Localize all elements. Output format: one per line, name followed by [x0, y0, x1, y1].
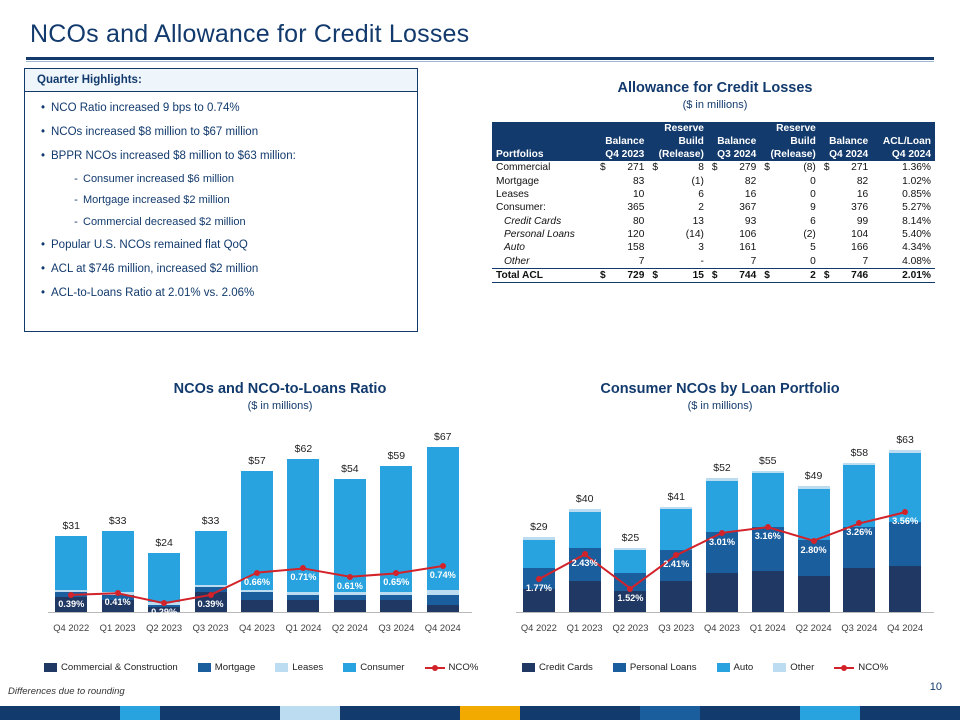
legend-item — [198, 662, 256, 673]
acl-currency-symbol — [820, 215, 833, 228]
page-title: NCOs and Allowance for Credit Losses — [30, 20, 470, 48]
acl-currency-symbol — [596, 255, 609, 269]
bar-total-label: $31 — [62, 519, 80, 532]
acl-currency-symbol: $ — [596, 161, 609, 174]
acl-currency-symbol — [820, 201, 833, 214]
acl-cell: 9 — [773, 201, 820, 214]
acl-currency-symbol — [596, 228, 609, 241]
legend-label: Auto — [733, 662, 754, 673]
legend-line-marker — [425, 667, 445, 669]
bullet-icon: • — [40, 102, 46, 114]
quarter-highlights-box — [24, 68, 418, 332]
acl-currency-symbol — [872, 215, 885, 228]
x-axis-tick-label: Q2 2024 — [795, 622, 832, 633]
acl-cell: 93 — [721, 215, 760, 228]
acl-cell: 158 — [609, 241, 648, 254]
bar-total-label: $54 — [341, 462, 359, 475]
acl-cell: 0 — [773, 188, 820, 201]
line-value-label: 0.74% — [429, 569, 456, 580]
highlight-item — [35, 286, 407, 300]
acl-currency-symbol — [648, 215, 661, 228]
acl-cell: 106 — [721, 228, 760, 241]
acl-total-row — [492, 269, 935, 283]
chart2-legend — [522, 662, 902, 673]
legend-item — [44, 662, 178, 673]
acl-currency-symbol — [760, 255, 773, 269]
acl-row-label: Leases — [492, 188, 596, 201]
legend-item — [522, 662, 593, 673]
acl-row-label: Auto — [492, 241, 596, 254]
x-axis-tick-label: Q2 2023 — [612, 622, 649, 633]
highlight-item — [35, 238, 407, 252]
bar-total-label: $52 — [713, 462, 731, 475]
acl-cell: 279 — [721, 161, 760, 174]
acl-currency-symbol — [708, 201, 721, 214]
line-value-label: 0.61% — [336, 580, 363, 591]
acl-currency-symbol — [820, 188, 833, 201]
acl-header-cell: Q3 2024 — [708, 148, 760, 161]
table-row — [492, 188, 935, 201]
highlight-sub-item — [69, 173, 407, 187]
line-value-label: 3.16% — [754, 531, 781, 542]
nco-percent-line — [30, 415, 480, 630]
acl-cell: 99 — [833, 215, 872, 228]
legend-label: NCO% — [858, 662, 889, 673]
bar-total-label: $58 — [850, 446, 869, 459]
acl-currency-symbol — [596, 241, 609, 254]
highlight-text: ACL-to-Loans Ratio at 2.01% vs. 2.06% — [51, 286, 255, 299]
acl-cell: 0 — [773, 255, 820, 269]
dash-icon: - — [74, 216, 78, 229]
acl-currency-symbol: $ — [760, 269, 773, 283]
line-value-label: 0.71% — [290, 572, 317, 583]
line-marker — [765, 524, 771, 530]
acl-currency-symbol: $ — [760, 161, 773, 174]
acl-header-cell — [596, 122, 648, 135]
acl-currency-symbol — [760, 174, 773, 187]
line-value-label: 0.39% — [58, 598, 85, 609]
line-value-label: 0.41% — [104, 597, 131, 608]
acl-header-cell: Balance — [708, 135, 760, 148]
acl-currency-symbol — [596, 188, 609, 201]
line-value-label: 0.66% — [243, 576, 271, 587]
highlight-item — [35, 149, 407, 163]
legend-item-line — [834, 662, 888, 673]
highlight-text: NCOs increased $8 million to $67 million — [51, 125, 259, 138]
acl-cell: 2 — [773, 269, 820, 283]
acl-cell: 1.02% — [885, 174, 935, 187]
acl-header-cell — [492, 122, 596, 135]
acl-header-cell — [872, 122, 935, 135]
table-row — [492, 201, 935, 214]
chart1-subtitle: ($ in millions) — [247, 400, 313, 412]
x-axis-tick-label: Q2 2024 — [331, 622, 368, 633]
acl-currency-symbol — [708, 215, 721, 228]
highlight-text: BPPR NCOs increased $8 million to $63 million: — [51, 149, 296, 162]
bar-total-label: $57 — [248, 455, 266, 468]
highlight-text: Mortgage increased $2 million — [83, 194, 230, 207]
acl-cell: 0.85% — [885, 188, 935, 201]
acl-currency-symbol — [760, 241, 773, 254]
consumer-ncos-bar-chart — [500, 415, 940, 633]
x-axis-tick-label: Q3 2023 — [192, 622, 229, 633]
x-axis-tick-label: Q4 2024 — [887, 622, 924, 633]
legend-label: Mortgage — [214, 662, 256, 673]
acl-cell: 6 — [773, 215, 820, 228]
bullet-icon: • — [40, 262, 46, 275]
bottom-color-bar — [0, 706, 960, 720]
acl-currency-symbol: $ — [596, 269, 609, 283]
acl-currency-symbol — [872, 161, 885, 174]
table-row — [492, 215, 935, 228]
acl-cell: 365 — [609, 201, 648, 214]
acl-header-cell — [820, 122, 872, 135]
highlight-text: Popular U.S. NCOs remained flat QoQ — [51, 238, 248, 251]
acl-currency-symbol — [820, 241, 833, 254]
line-marker — [536, 576, 542, 582]
acl-currency-symbol: $ — [820, 269, 833, 283]
acl-cell: 271 — [833, 161, 872, 174]
line-marker — [254, 570, 260, 576]
acl-currency-symbol — [708, 228, 721, 241]
bar-total-label: $67 — [434, 430, 452, 443]
title-divider-thin — [26, 61, 934, 62]
line-value-label: 0.29% — [151, 607, 178, 618]
legend-item — [343, 662, 404, 673]
legend-swatch — [198, 663, 211, 672]
acl-currency-symbol — [872, 241, 885, 254]
acl-currency-symbol — [872, 174, 885, 187]
chart2-title: Consumer NCOs by Loan Portfolio — [600, 381, 840, 397]
line-value-label: 1.52% — [617, 592, 644, 603]
line-value-label: 3.26% — [846, 527, 873, 538]
acl-cell: 5.27% — [885, 201, 935, 214]
acl-currency-symbol — [648, 228, 661, 241]
table-row — [492, 228, 935, 241]
acl-header-cell: Q4 2024 — [872, 148, 935, 161]
acl-cell: 3 — [661, 241, 708, 254]
highlight-item — [35, 262, 407, 276]
acl-cell: 746 — [833, 269, 872, 283]
acl-header-cell: Reserve — [648, 122, 708, 135]
bar-total-label: $33 — [108, 514, 127, 527]
acl-cell: 161 — [721, 241, 760, 254]
acl-currency-symbol — [820, 174, 833, 187]
acl-table-title: Allowance for Credit Losses — [617, 80, 813, 96]
acl-cell: 16 — [833, 188, 872, 201]
acl-cell: (8) — [773, 161, 820, 174]
acl-cell: 166 — [833, 241, 872, 254]
acl-currency-symbol — [648, 241, 661, 254]
bar-total-label: $62 — [294, 443, 313, 456]
line-marker — [440, 563, 446, 569]
line-value-label: 0.39% — [197, 598, 224, 609]
x-axis-tick-label: Q4 2022 — [53, 622, 90, 633]
acl-currency-symbol — [708, 188, 721, 201]
acl-currency-symbol — [760, 188, 773, 201]
legend-item — [613, 662, 697, 673]
bar-total-label: $41 — [667, 490, 685, 503]
acl-cell: 729 — [609, 269, 648, 283]
x-axis-tick-label: Q1 2023 — [99, 622, 136, 633]
acl-cell: 82 — [833, 174, 872, 187]
acl-row-label: Mortgage — [492, 174, 596, 187]
acl-cell: - — [661, 255, 708, 269]
acl-cell: 4.34% — [885, 241, 935, 254]
acl-table — [492, 122, 935, 283]
acl-currency-symbol — [872, 228, 885, 241]
acl-cell: 367 — [721, 201, 760, 214]
acl-cell: 0 — [773, 174, 820, 187]
acl-currency-symbol — [760, 228, 773, 241]
line-value-label: 3.01% — [708, 536, 736, 547]
legend-line-marker — [834, 667, 854, 669]
table-row — [492, 241, 935, 254]
x-axis-tick-label: Q3 2023 — [658, 622, 695, 633]
acl-header-cell: Build — [648, 135, 708, 148]
acl-header-cell — [492, 135, 596, 148]
table-row — [492, 174, 935, 187]
x-axis-tick-label: Q4 2023 — [704, 622, 740, 633]
acl-currency-symbol — [708, 174, 721, 187]
highlight-text: NCO Ratio increased 9 bps to 0.74% — [51, 102, 240, 114]
highlight-sub-item — [69, 194, 407, 208]
acl-currency-symbol — [820, 255, 833, 269]
acl-cell: 8.14% — [885, 215, 935, 228]
acl-cell: 83 — [609, 174, 648, 187]
nco-percent-line — [500, 415, 940, 630]
line-marker — [627, 586, 633, 592]
footnote: Differences due to rounding — [8, 686, 125, 697]
dash-icon: - — [74, 172, 78, 185]
acl-cell: 1.36% — [885, 161, 935, 174]
legend-label: Consumer — [360, 662, 405, 673]
acl-currency-symbol — [648, 255, 661, 269]
acl-cell: 2.01% — [885, 269, 935, 283]
bar-total-label: $49 — [804, 470, 823, 482]
acl-table-head — [492, 122, 935, 161]
quarter-highlights-header: Quarter Highlights: — [25, 69, 417, 92]
acl-cell: (1) — [661, 174, 708, 187]
title-divider — [26, 57, 934, 60]
line-marker — [208, 592, 214, 598]
acl-header-cell — [708, 122, 760, 135]
acl-cell: 2 — [661, 201, 708, 214]
bar-total-label: $25 — [621, 531, 640, 544]
acl-row-label: Commercial — [492, 161, 596, 174]
x-axis-tick-label: Q3 2024 — [378, 622, 415, 633]
acl-cell: (14) — [661, 228, 708, 241]
bullet-icon: • — [40, 149, 46, 162]
acl-header-cell: Balance — [820, 135, 872, 148]
acl-currency-symbol — [872, 188, 885, 201]
table-row — [492, 255, 935, 269]
highlight-item — [35, 125, 407, 139]
acl-currency-symbol — [708, 255, 721, 269]
acl-currency-symbol — [648, 188, 661, 201]
acl-cell: 5.40% — [885, 228, 935, 241]
acl-cell: 7 — [609, 255, 648, 269]
legend-label: Other — [790, 662, 815, 673]
bar-total-label: $59 — [387, 450, 406, 463]
line-value-label: 2.41% — [663, 559, 690, 570]
acl-row-label: Consumer: — [492, 201, 596, 214]
line-value-label: 2.80% — [800, 544, 827, 555]
acl-cell: 80 — [609, 215, 648, 228]
legend-swatch — [44, 663, 57, 672]
acl-currency-symbol: $ — [648, 269, 661, 283]
acl-cell: 13 — [661, 215, 708, 228]
chart1-title: NCOs and NCO-to-Loans Ratio — [173, 381, 387, 397]
x-axis-tick-label: Q4 2022 — [520, 622, 557, 633]
acl-header-cell: Q4 2024 — [820, 148, 872, 161]
x-axis-tick-label: Q1 2023 — [566, 622, 603, 633]
legend-swatch — [343, 663, 356, 672]
legend-swatch — [613, 663, 626, 672]
acl-cell: 4.08% — [885, 255, 935, 269]
x-axis-tick-label: Q1 2024 — [285, 622, 322, 633]
acl-currency-symbol — [596, 215, 609, 228]
x-axis-tick-label: Q1 2024 — [749, 622, 786, 633]
line-value-label: 0.65% — [383, 577, 410, 588]
acl-currency-symbol — [872, 255, 885, 269]
acl-header-cell: ACL/Loan — [872, 135, 935, 148]
acl-cell: 7 — [833, 255, 872, 269]
acl-header-cell: (Release) — [760, 148, 820, 161]
acl-currency-symbol: $ — [820, 161, 833, 174]
acl-currency-symbol — [872, 269, 885, 283]
bar-total-label: $55 — [759, 454, 777, 467]
acl-table-wrapper — [492, 122, 935, 283]
acl-header-cell: (Release) — [648, 148, 708, 161]
highlight-item — [35, 101, 407, 115]
bar-total-label: $29 — [530, 521, 548, 534]
acl-header-row — [492, 148, 935, 161]
legend-label: Commercial & Construction — [61, 662, 178, 673]
acl-cell: 120 — [609, 228, 648, 241]
acl-row-label: Personal Loans — [492, 228, 596, 241]
line-marker — [347, 574, 353, 580]
acl-cell: 16 — [721, 188, 760, 201]
page-number: 10 — [929, 681, 942, 693]
acl-currency-symbol — [872, 201, 885, 214]
highlight-text: Commercial decreased $2 million — [83, 216, 246, 229]
acl-cell: 15 — [661, 269, 708, 283]
acl-cell: 744 — [721, 269, 760, 283]
bar-total-label: $33 — [201, 514, 220, 527]
acl-header-row — [492, 122, 935, 135]
legend-item — [275, 662, 323, 673]
x-axis-tick-label: Q4 2024 — [424, 622, 461, 633]
acl-table-subtitle: ($ in millions) — [682, 99, 748, 111]
legend-label: Leases — [292, 662, 324, 673]
line-marker — [811, 538, 817, 544]
chart2-subtitle: ($ in millions) — [687, 400, 753, 412]
acl-header-cell: Build — [760, 135, 820, 148]
table-row — [492, 161, 935, 174]
legend-item — [717, 662, 754, 673]
quarter-highlights-list — [25, 92, 417, 300]
acl-row-label: Credit Cards — [492, 215, 596, 228]
acl-cell: 6 — [661, 188, 708, 201]
acl-cell: 376 — [833, 201, 872, 214]
legend-swatch — [522, 663, 535, 672]
acl-header-cell: Reserve — [760, 122, 820, 135]
acl-header-cell: Balance — [596, 135, 648, 148]
acl-cell: (2) — [773, 228, 820, 241]
acl-table-body — [492, 161, 935, 283]
acl-header-cell: Portfolios — [492, 148, 596, 161]
acl-cell: 7 — [721, 255, 760, 269]
acl-currency-symbol — [596, 174, 609, 187]
legend-label: Credit Cards — [539, 662, 593, 673]
acl-currency-symbol: $ — [648, 161, 661, 174]
acl-cell: 10 — [609, 188, 648, 201]
acl-cell: 5 — [773, 241, 820, 254]
acl-currency-symbol — [708, 241, 721, 254]
bullet-icon: • — [40, 286, 46, 299]
acl-cell: 8 — [661, 161, 708, 174]
bullet-icon: • — [40, 125, 46, 138]
x-axis-tick-label: Q4 2023 — [239, 622, 275, 633]
bar-total-label: $40 — [575, 493, 594, 506]
highlight-text: ACL at $746 million, increased $2 million — [51, 262, 259, 275]
bar-total-label: $24 — [155, 536, 173, 549]
line-marker — [719, 530, 725, 536]
acl-currency-symbol — [760, 215, 773, 228]
legend-item — [773, 662, 814, 673]
bar-total-label: $63 — [896, 434, 914, 446]
acl-currency-symbol: $ — [708, 161, 721, 174]
acl-currency-symbol — [820, 228, 833, 241]
line-value-label: 2.43% — [571, 558, 598, 569]
highlight-text: Consumer increased $6 million — [83, 172, 235, 185]
dash-icon: - — [74, 194, 78, 207]
chart1-legend — [44, 662, 492, 673]
acl-currency-symbol — [648, 174, 661, 187]
x-axis-tick-label: Q2 2023 — [146, 622, 183, 633]
acl-row-label: Other — [492, 255, 596, 269]
acl-currency-symbol — [596, 201, 609, 214]
legend-label: NCO% — [448, 662, 479, 673]
bullet-icon: • — [40, 238, 46, 251]
x-axis-tick-label: Q3 2024 — [841, 622, 878, 633]
line-value-label: 1.77% — [525, 583, 552, 594]
acl-header-row — [492, 135, 935, 148]
acl-currency-symbol: $ — [708, 269, 721, 283]
acl-cell: 82 — [721, 174, 760, 187]
legend-swatch — [275, 663, 288, 672]
acl-cell: 271 — [609, 161, 648, 174]
legend-swatch — [773, 663, 786, 672]
highlight-sub-item — [69, 216, 407, 230]
acl-cell: 104 — [833, 228, 872, 241]
line-marker — [115, 590, 121, 596]
legend-swatch — [717, 663, 730, 672]
acl-currency-symbol — [648, 201, 661, 214]
acl-header-cell: Q4 2023 — [596, 148, 648, 161]
acl-row-label: Total ACL — [492, 269, 596, 283]
legend-item-line — [425, 662, 479, 673]
ncos-bar-chart — [30, 415, 480, 633]
legend-label: Personal Loans — [629, 662, 697, 673]
acl-currency-symbol — [760, 201, 773, 214]
line-value-label: 3.56% — [892, 516, 919, 527]
